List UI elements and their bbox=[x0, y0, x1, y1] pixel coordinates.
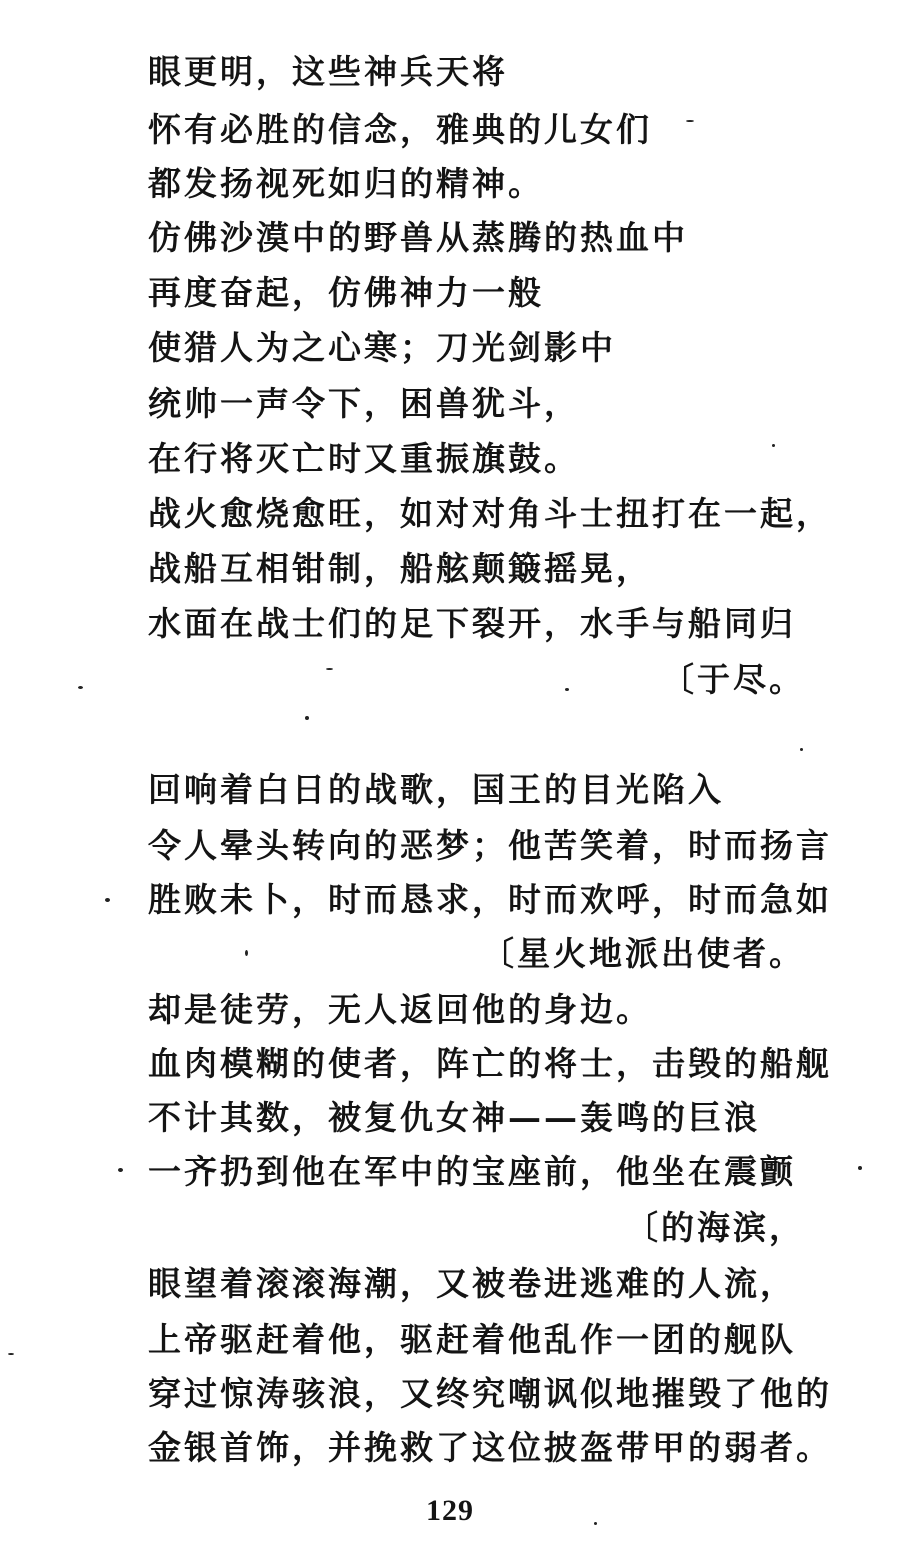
poem-line-continuation: 〔于尽。 bbox=[661, 660, 805, 699]
scan-speck bbox=[800, 748, 803, 751]
poem-line: 使猎人为之心寒；刀光剑影中 bbox=[148, 328, 616, 367]
poem-line: 眼更明，这些神兵天将 bbox=[148, 52, 508, 91]
poem-line: 再度奋起，仿佛神力一般 bbox=[148, 273, 544, 312]
scan-speck bbox=[594, 1522, 597, 1525]
poem-line-continuation: 〔星火地派出使者。 bbox=[481, 934, 805, 973]
scan-speck bbox=[772, 444, 775, 447]
scan-speck bbox=[245, 950, 248, 956]
poem-line: 战船互相钳制，船舷颠簸摇晃， bbox=[148, 549, 652, 588]
poem-line: 都发扬视死如归的精神。 bbox=[148, 164, 544, 203]
poem-line: 水面在战士们的足下裂开，水手与船同归 bbox=[148, 604, 796, 643]
poem-line: 回响着白日的战歌，国王的目光陷入 bbox=[148, 770, 724, 809]
poem-line: 金银首饰，并挽救了这位披盔带甲的弱者。 bbox=[148, 1428, 832, 1467]
poem-line: 血肉模糊的使者，阵亡的将士，击毁的船舰 bbox=[148, 1044, 832, 1083]
poem-line-continuation: 〔的海滨， bbox=[625, 1208, 805, 1247]
scan-speck bbox=[118, 1168, 123, 1172]
poem-line: 胜败未卜，时而恳求，时而欢呼，时而急如 bbox=[148, 880, 832, 919]
scan-speck bbox=[565, 688, 569, 691]
poem-line: 令人晕头转向的恶梦；他苦笑着，时而扬言 bbox=[148, 826, 832, 865]
page-number: 129 bbox=[426, 1494, 474, 1527]
poem-line: 在行将灭亡时又重振旗鼓。 bbox=[148, 439, 580, 478]
poem-line: 眼望着滚滚海潮，又被卷进逃难的人流， bbox=[148, 1264, 796, 1303]
poem-line: 战火愈烧愈旺，如对对角斗士扭打在一起， bbox=[148, 494, 832, 533]
scan-speck bbox=[8, 1353, 14, 1355]
poem-line: 怀有必胜的信念，雅典的儿女们 bbox=[148, 110, 652, 149]
poem-line: 穿过惊涛骇浪，又终究嘲讽似地摧毁了他的 bbox=[148, 1374, 832, 1413]
poem-line: 仿佛沙漠中的野兽从蒸腾的热血中 bbox=[148, 218, 688, 257]
scan-speck bbox=[305, 716, 309, 720]
scan-speck bbox=[326, 668, 333, 670]
scan-speck bbox=[105, 898, 110, 902]
scan-speck bbox=[78, 686, 83, 689]
scan-speck bbox=[686, 120, 694, 122]
poem-line: 却是徒劳，无人返回他的身边。 bbox=[148, 990, 652, 1029]
scan-speck bbox=[858, 1166, 862, 1170]
poem-line: 一齐扔到他在军中的宝座前，他坐在震颤 bbox=[148, 1152, 796, 1191]
poem-line: 不计其数，被复仇女神——轰鸣的巨浪 bbox=[148, 1098, 760, 1137]
poem-line: 统帅一声令下，困兽犹斗， bbox=[148, 384, 580, 423]
poem-line: 上帝驱赶着他，驱赶着他乱作一团的舰队 bbox=[148, 1320, 796, 1359]
